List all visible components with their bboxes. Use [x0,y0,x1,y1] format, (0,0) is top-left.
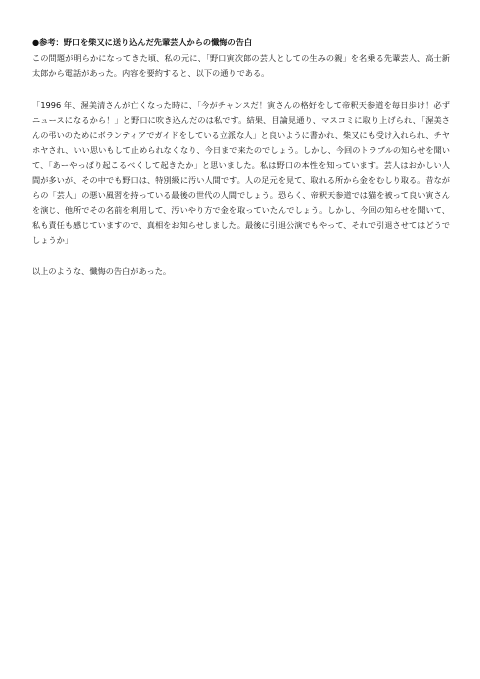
document-body [32,36,450,279]
quoted-confession-paragraph: 「1996 年、渥美清さんが亡くなった時に、「今がチャンスだ！寅さんの格好をして帝釈天参道を毎日歩け！必ずニュースになるから！」と野口に吹き込んだのは私です。結果、目論見通り、マスコミに取り上げられ、「渥美さんの弔いのためにボランティアでガイドをしている立派な人」と良いように書かれ、柴又にも受け入れられ、チヤホヤされ、いい思いもして止められなくなり、今日まで来たのでしょう。しかし、今回のトラブルの知らせを聞いて、「あーやっぱり起こるべくして起きたか」と思いました。私は野口の本性を知っています。芸人はおかしい人間が多いが、その中でも野口は、特別級に汚い人間です。人の足元を見て、取れる所から金をむしり取る。昔ながらの「芸人」の悪い風習を持っている最後の世代の人間でしょう。恐らく、帝釈天参道では猫を被って良い寅さんを演じ、他所でその名前を利用して、汚いやり方で金を取っていたんでしょう。しかし、今回の知らせを聞いて、私も責任も感じていますので、真相をお知らせしました。最後に引退公演でもやって、それで引退させてはどうでしょうか」 [32,100,450,245]
section-heading: ●参考：野口を柴又に送り込んだ先輩芸人からの懺悔の告白 [32,37,253,47]
intro-paragraph: この問題が明らかになってきた頃、私の元に、「野口寅次郎の芸人としての生みの親」を名乗る先輩芸人、高士新太郎から電話があった。内容を要約すると、以下の通りである。 [32,53,450,78]
closing-paragraph: 以上のような、懺悔の告白があった。 [32,266,172,276]
